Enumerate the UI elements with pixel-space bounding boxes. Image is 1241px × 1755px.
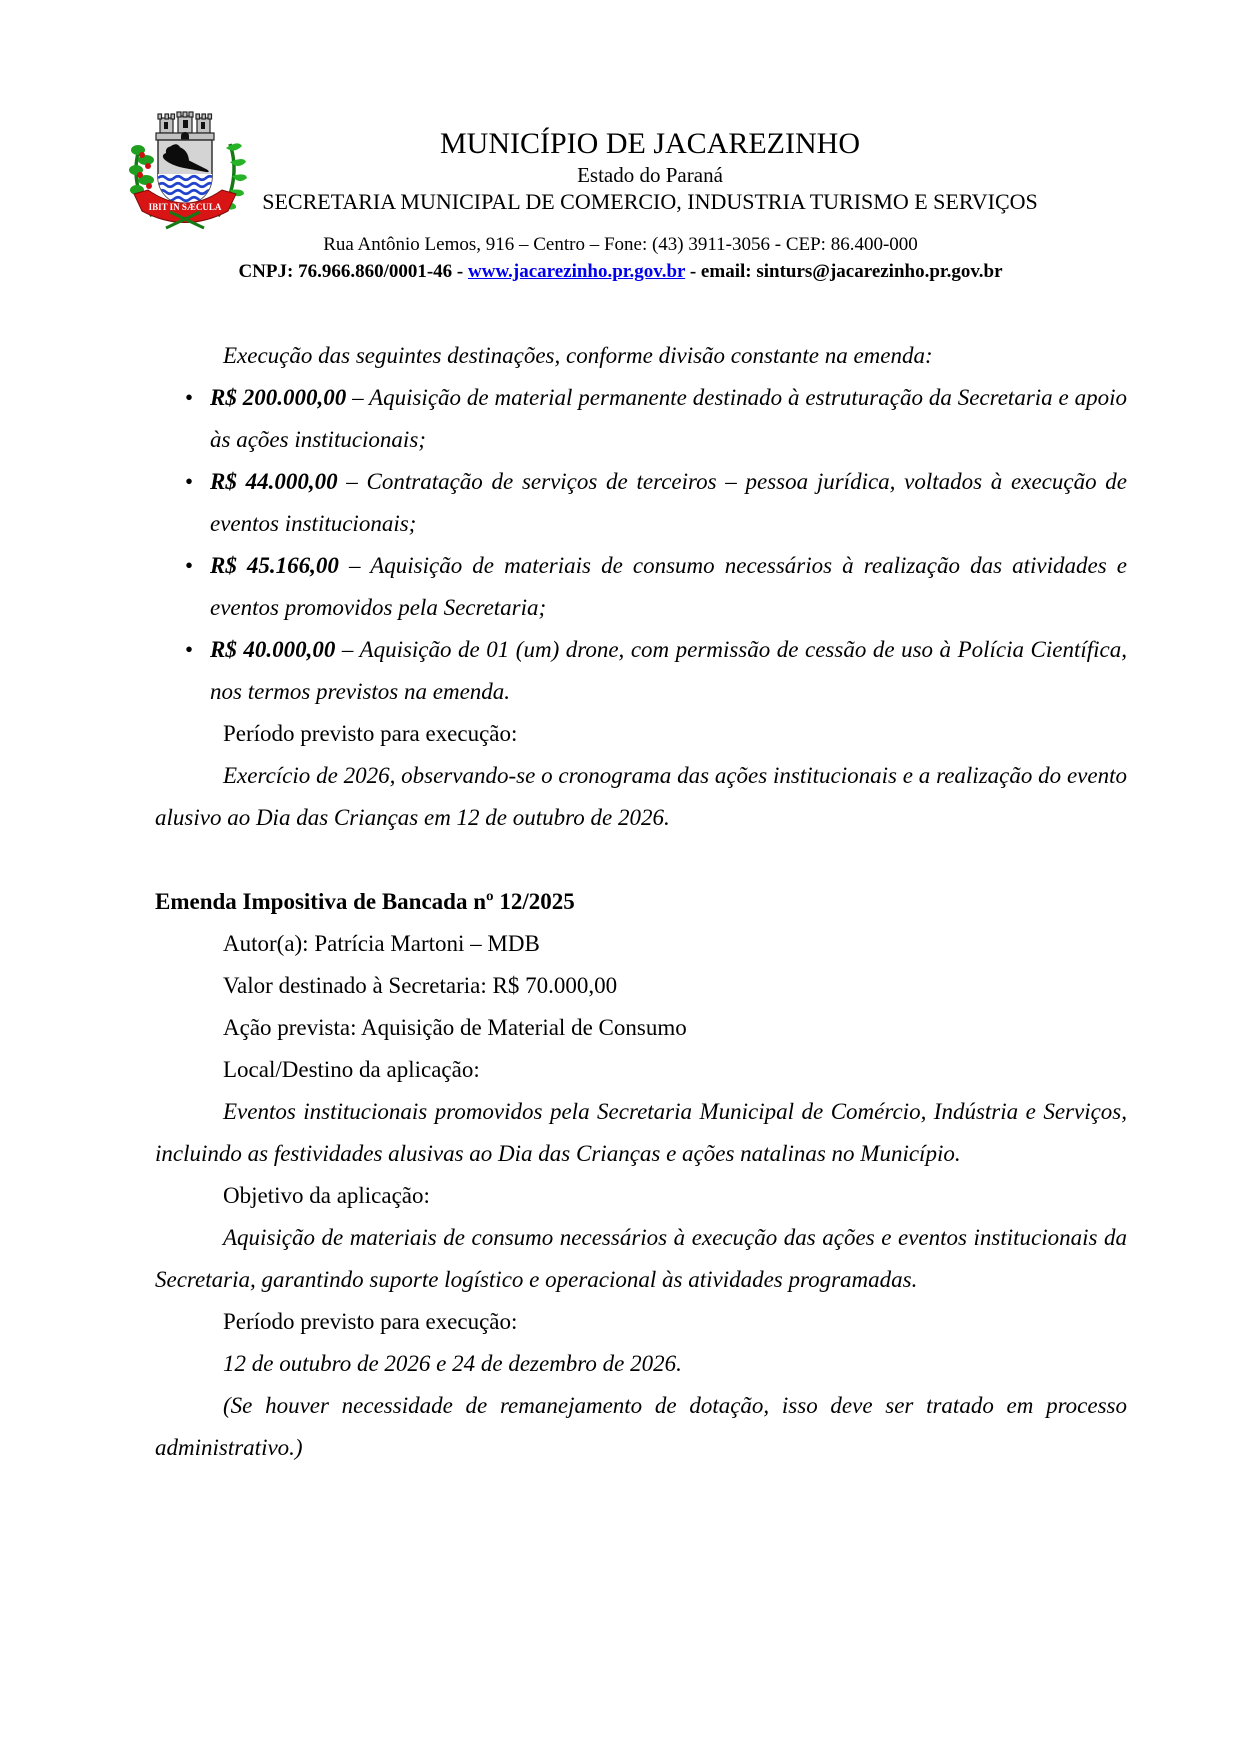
allocation-amount: R$ 45.166,00	[210, 553, 339, 578]
logo-motto: IBIT IN SÆCULA	[148, 202, 222, 212]
local-text: Eventos institucionais promovidos pela Secretaria Municipal de Comércio, Indústria e Serviços, incluindo as festividades alusivas ao Dia das Crianças e ações natalinas no Município.	[155, 1099, 1127, 1166]
objetivo-label: Objetivo da aplicação:	[223, 1183, 430, 1208]
local-label: Local/Destino da aplicação:	[223, 1057, 480, 1082]
allocation-amount: R$ 44.000,00	[210, 469, 338, 494]
periodo-label: Período previsto para execução:	[223, 721, 518, 746]
emenda-valor: Valor destinado à Secretaria: R$ 70.000,00	[223, 973, 618, 998]
emenda-heading: Emenda Impositiva de Bancada nº 12/2025	[155, 889, 575, 914]
allocation-item	[155, 545, 1127, 629]
website-link[interactable]: www.jacarezinho.pr.gov.br	[468, 261, 686, 282]
periodo2-label: Período previsto para execução:	[223, 1309, 518, 1334]
contact-block	[150, 231, 1091, 285]
state-subtitle: Estado do Paraná	[577, 163, 723, 187]
allocation-amount: R$ 200.000,00	[210, 385, 347, 410]
allocation-description: – Aquisição de material permanente destinado à estruturação da Secretaria e apoio às ações institucionais;	[210, 385, 1127, 452]
objetivo-text: Aquisição de materiais de consumo necessários à execução das ações e eventos institucionais da Secretaria, garantindo suporte logístico e operacional às atividades programadas.	[155, 1225, 1127, 1292]
allocation-description: – Aquisição de materiais de consumo necessários à realização das atividades e eventos promovidos pela Secretaria;	[210, 553, 1127, 620]
periodo-text: Exercício de 2026, observando-se o cronograma das ações institucionais e a realização do evento alusivo ao Dia das Crianças em 12 de outubro de 2026.	[155, 763, 1127, 830]
municipal-coat-of-arms	[122, 108, 248, 234]
mural-crown-icon	[156, 112, 214, 140]
email-text: - email: sinturs@jacarezinho.pr.gov.br	[685, 261, 1003, 282]
allocation-item	[155, 461, 1127, 545]
emenda-acao: Ação prevista: Aquisição de Material de Consumo	[223, 1015, 687, 1040]
secretaria-name: SECRETARIA MUNICIPAL DE COMERCIO, INDUSTRIA TURISMO E SERVIÇOS	[262, 189, 1038, 214]
municipality-title: MUNICÍPIO DE JACAREZINHO	[440, 127, 860, 160]
document-body	[155, 335, 1127, 1469]
emenda-autor: Autor(a): Patrícia Martoni – MDB	[223, 931, 540, 956]
obs-text: (Se houver necessidade de remanejamento de dotação, isso deve ser tratado em processo administrativo.)	[155, 1393, 1127, 1460]
address-line: Rua Antônio Lemos, 916 – Centro – Fone: (43) 3911-3056 - CEP: 86.400-000	[323, 234, 918, 255]
allocation-item	[155, 377, 1127, 461]
intro-paragraph: Execução das seguintes destinações, conforme divisão constante na emenda:	[223, 343, 933, 368]
shield-icon	[158, 140, 214, 208]
allocation-description: – Aquisição de 01 (um) drone, com permissão de cessão de uso à Polícia Científica, nos termos previstos na emenda.	[210, 637, 1128, 704]
allocation-item	[155, 629, 1127, 713]
allocation-amount: R$ 40.000,00	[210, 637, 336, 662]
periodo2-text: 12 de outubro de 2026 e 24 de dezembro de 2026.	[223, 1351, 682, 1376]
letterhead	[240, 0, 1060, 215]
allocation-description: – Contratação de serviços de terceiros – pessoa jurídica, voltados à execução de eventos institucionais;	[210, 469, 1128, 536]
cnpj-number: CNPJ: 76.966.860/0001-46 -	[238, 261, 468, 282]
cnpj-line	[150, 258, 1091, 285]
